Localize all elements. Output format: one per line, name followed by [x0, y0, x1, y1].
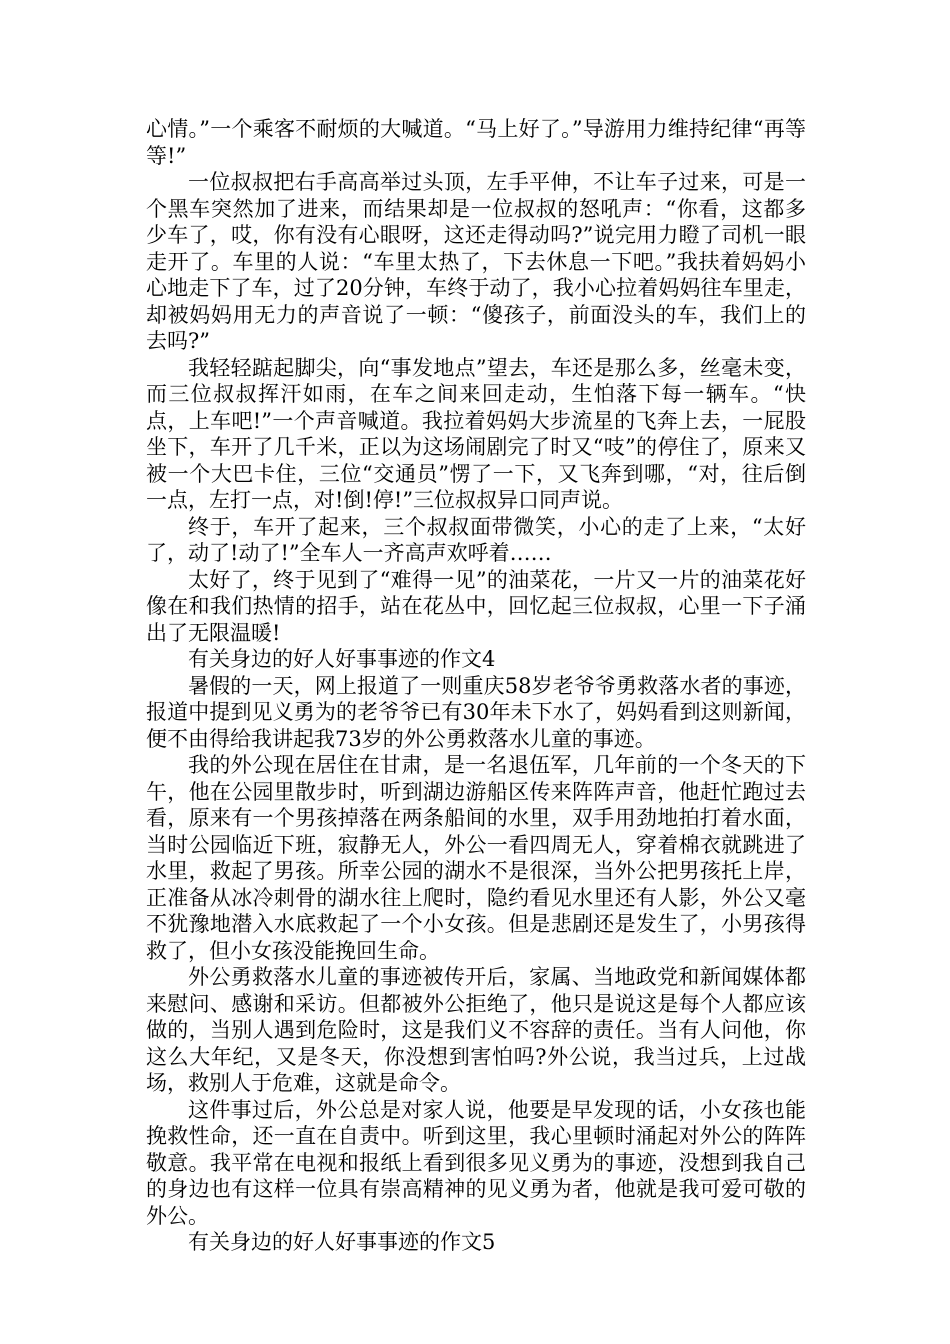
document-page — [146, 116, 806, 1256]
section-heading: 有关身边的好人好事事迹的作文5 — [188, 1230, 496, 1254]
paragraph: 外公勇救落水儿童的事迹被传开后，家属、当地政党和新闻媒体都来慰问、感谢和采访。但都被外公拒绝了，他只是说这是每个人都应该做的，当别人遇到危险时，这是我们义不容辞的责任。当有人问他，你这么大年纪，又是冬天，你没想到害怕吗?外公说，我当过兵，上过战场，救别人于危难，这就是命令。 — [146, 965, 806, 1095]
section-heading: 有关身边的好人好事事迹的作文4 — [188, 647, 496, 671]
paragraph: 太好了，终于见到了“难得一见”的油菜花，一片又一片的油菜花好像在和我们热情的招手，站在花丛中，回忆起三位叔叔，心里一下子涌出了无限温暖! — [146, 567, 806, 645]
paragraph: 暑假的一天，网上报道了一则重庆58岁老爷爷勇救落水者的事迹，报道中提到见义勇为的老爷爷已有30年未下水了，妈妈看到这则新闻，便不由得给我讲起我73岁的外公勇救落水儿童的事迹。 — [146, 673, 806, 751]
paragraph: 我轻轻踮起脚尖，向“事发地点”望去，车还是那么多，丝毫未变，而三位叔叔挥汗如雨，在车之间来回走动，生怕落下每一辆车。“快点，上车吧!”一个声音喊道。我拉着妈妈大步流星的飞奔上去，一屁股坐下，车开了几千米，正以为这场闹剧完了时又“吱”的停住了，原来又被一个大巴卡住，三位“交通员”愣了一下，又飞奔到哪，“对，往后倒一点，左打一点，对!倒!停!”三位叔叔异口同声说。 — [146, 355, 806, 512]
paragraph: 一位叔叔把右手高高举过头顶，左手平伸，不让车子过来，可是一个黑车突然加了进来，而结果却是一位叔叔的怒吼声：“你看，这都多少车了，哎，你有没有心眼呀，这还走得动吗?”说完用力瞪了司机一眼走开了。车里的人说：“车里太热了，下去休息一下吧。”我扶着妈妈小心地走下了车，过了20分钟，车终于动了，我小心拉着妈妈往车里走，却被妈妈用无力的声音说了一顿：“傻孩子，前面没头的车，我们上的去吗?” — [146, 170, 806, 353]
paragraph: 终于，车开了起来，三个叔叔面带微笑，小心的走了上来，“太好了，动了!动了!”全车人一齐高声欢呼着…… — [146, 514, 806, 565]
paragraph: 心情。”一个乘客不耐烦的大喊道。“马上好了。”导游用力维持纪律“再等等!” — [146, 117, 806, 168]
paragraph: 这件事过后，外公总是对家人说，他要是早发现的话，小女孩也能挽救性命，还一直在自责中。听到这里，我心里顿时涌起对外公的阵阵敬意。我平常在电视和报纸上看到很多见义勇为的事迹，没想到我自己的身边也有这样一位具有崇高精神的见义勇为者，他就是我可爱可敬的外公。 — [146, 1097, 806, 1228]
paragraph: 我的外公现在居住在甘肃，是一名退伍军，几年前的一个冬天的下午，他在公园里散步时，听到湖边游船区传来阵阵声音，他赶忙跑过去看，原来有一个男孩掉落在两条船间的水里，双手用劲地拍打着水面，当时公园临近下班，寂静无人，外公一看四周无人，穿着棉衣就跳进了水里，救起了男孩。所幸公园的湖水不是很深，当外公把男孩托上岸，正准备从冰冷刺骨的湖水往上爬时，隐约看见水里还有人影，外公又毫不犹豫地潜入水底救起了一个小女孩。但是悲剧还是发生了，小男孩得救了，但小女孩没能挽回生命。 — [146, 753, 806, 963]
